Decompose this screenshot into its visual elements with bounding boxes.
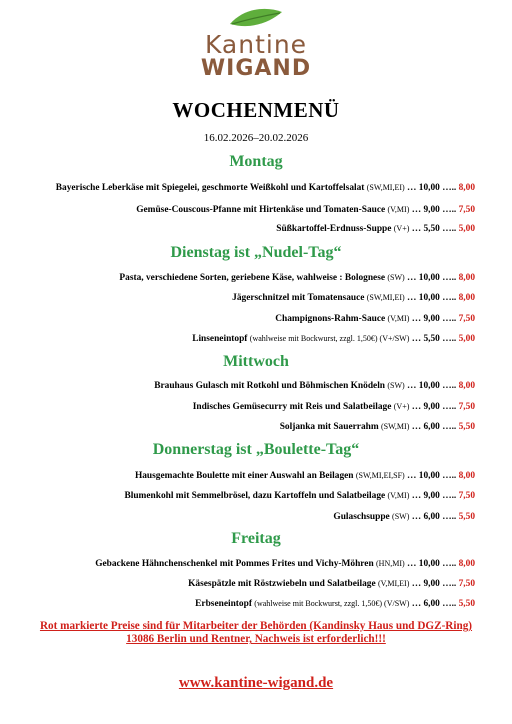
- price: 5,50: [423, 334, 440, 344]
- menu-item: Süßkartoffel-Erdnuss-Suppe (V+) … 5,50 ….. 5,00: [276, 224, 475, 234]
- member-price: 8,00: [458, 273, 475, 283]
- price: 5,50: [423, 224, 440, 234]
- allergen-tags: (HN,MI): [376, 559, 405, 568]
- day-heading-mittwoch: Mittwoch: [223, 353, 289, 370]
- allergen-tags: (V+/SW): [379, 334, 410, 343]
- allergen-tags: (V,MI): [387, 491, 410, 500]
- allergen-tags: (V,MI,EI): [377, 579, 410, 588]
- member-price: 5,50: [458, 422, 475, 432]
- menu-item: Gemüse-Couscous-Pfanne mit Hirtenkäse und Tomaten-Sauce (V,MI) … 9,00 ….. 7,50: [136, 205, 475, 215]
- price: 10,00: [418, 183, 440, 193]
- dish-name: Erbseneintopf: [195, 599, 252, 609]
- price: 9,00: [423, 205, 440, 215]
- allergen-tags: (V,MI): [387, 205, 410, 214]
- day-heading-dienstag: Dienstag ist „Nudel-Tag“: [170, 244, 342, 261]
- logo-wordmark-wigand: WIGAND: [200, 56, 312, 81]
- day-heading-montag: Montag: [229, 153, 283, 170]
- menu-item: Soljanka mit Sauerrahm (SW,MI) … 6,00 ….. 5,50: [279, 422, 475, 432]
- price: 10,00: [418, 273, 440, 283]
- dish-name: Brauhaus Gulasch mit Rotkohl und Böhmischen Knödeln: [154, 381, 386, 391]
- dish-name: Hausgemachte Boulette mit einer Auswahl an Beilagen: [134, 471, 354, 481]
- price: 6,00: [423, 422, 440, 432]
- menu-item: Pasta, verschiedene Sorten, geriebene Käse, wahlweise : Bolognese (SW) … 10,00 ….. 8,00: [119, 273, 475, 283]
- menu-item: Jägerschnitzel mit Tomatensauce (SW,MI,EI) … 10,00 ….. 8,00: [232, 293, 475, 303]
- dish-name: Gebackene Hähnchenschenkel mit Pommes Frites und Vichy-Möhren: [95, 559, 374, 569]
- dish-name: Jägerschnitzel mit Tomatensauce: [232, 293, 365, 303]
- price: 9,00: [423, 402, 440, 412]
- day-heading-freitag: Freitag: [231, 530, 281, 547]
- price: 9,00: [423, 491, 440, 501]
- allergen-tags: (V+): [393, 224, 410, 233]
- menu-item: Indisches Gemüsecurry mit Reis und Salatbeilage (V+) … 9,00 ….. 7,50: [192, 402, 475, 412]
- allergen-tags: (SW,MI,EI): [366, 293, 405, 302]
- price: 10,00: [418, 471, 440, 481]
- member-price-note-line1: Rot markierte Preise sind für Mitarbeiter der Behörden (Kandinsky Haus und DGZ-Ring): [39, 620, 473, 632]
- day-heading-donnerstag: Donnerstag ist „Boulette-Tag“: [152, 441, 360, 458]
- allergen-tags: (V/SW): [384, 599, 410, 608]
- member-price: 7,50: [458, 314, 475, 324]
- menu-item: Gulaschsuppe (SW) … 6,00 ….. 5,50: [333, 512, 475, 522]
- allergen-tags: (SW): [387, 381, 405, 390]
- member-price: 7,50: [458, 491, 475, 501]
- menu-item: Gebackene Hähnchenschenkel mit Pommes Frites und Vichy-Möhren (HN,MI) … 10,00 ….. 8,00: [95, 559, 475, 569]
- member-price: 5,50: [458, 512, 475, 522]
- dish-note: (wahlweise mit Bockwurst, zzgl. 1,50€): [254, 599, 385, 608]
- dish-name: Käsespätzle mit Röstzwiebeln und Salatbeilage: [188, 579, 376, 589]
- allergen-tags: (SW,MI,EI,SF): [355, 471, 405, 480]
- price: 10,00: [418, 559, 440, 569]
- member-price: 8,00: [458, 559, 475, 569]
- member-price-note-line2: 13086 Berlin und Rentner, Nachweis ist erforderlich!!!: [126, 633, 386, 645]
- price: 6,00: [423, 599, 440, 609]
- dish-name: Blumenkohl mit Semmelbrösel, dazu Kartoffeln und Salatbeilage: [124, 491, 386, 501]
- member-price: 8,00: [458, 293, 475, 303]
- allergen-tags: (V+): [393, 402, 410, 411]
- page-title: WOCHENMENÜ: [172, 98, 340, 122]
- allergen-tags: (SW,MI,EI): [366, 183, 405, 192]
- dish-name: Linseneintopf: [192, 334, 248, 344]
- member-price: 8,00: [458, 183, 475, 193]
- dish-name: Soljanka mit Sauerrahm: [279, 422, 379, 432]
- price: 10,00: [418, 293, 440, 303]
- member-price: 7,50: [458, 205, 475, 215]
- dish-note: (wahlweise mit Bockwurst, zzgl. 1,50€): [249, 334, 380, 343]
- logo-wordmark-kantine: Kantine: [204, 30, 308, 59]
- dish-name: Indisches Gemüsecurry mit Reis und Salatbeilage: [192, 402, 392, 412]
- menu-item: Bayerische Leberkäse mit Spiegelei, geschmorte Weißkohl und Kartoffelsalat (SW,MI,EI) … 10,00 ….. 8,00: [55, 183, 475, 193]
- menu-item: Linseneintopf (wahlweise mit Bockwurst, zzgl. 1,50€) (V+/SW) … 5,50 ….. 5,00: [192, 334, 475, 344]
- price: 9,00: [423, 579, 440, 589]
- dish-name: Gulaschsuppe: [333, 512, 390, 522]
- allergen-tags: (SW,MI): [381, 422, 410, 431]
- member-price: 8,00: [458, 471, 475, 481]
- kantine-wigand-logo: [0, 8, 512, 80]
- date-range: 16.02.2026–20.02.2026: [203, 132, 309, 144]
- dish-name: Bayerische Leberkäse mit Spiegelei, geschmorte Weißkohl und Kartoffelsalat: [55, 183, 365, 193]
- website-link[interactable]: www.kantine-wigand.de: [178, 675, 334, 691]
- member-price: 5,00: [458, 334, 475, 344]
- member-price: 7,50: [458, 402, 475, 412]
- dish-name: Pasta, verschiedene Sorten, geriebene Käse, wahlweise : Bolognese: [119, 273, 386, 283]
- price: 6,00: [423, 512, 440, 522]
- menu-item: Käsespätzle mit Röstzwiebeln und Salatbeilage (V,MI,EI) … 9,00 ….. 7,50: [188, 579, 475, 589]
- menu-item: Erbseneintopf (wahlweise mit Bockwurst, zzgl. 1,50€) (V/SW) … 6,00 ….. 5,50: [195, 599, 475, 609]
- member-price: 5,00: [458, 224, 475, 234]
- price: 9,00: [423, 314, 440, 324]
- allergen-tags: (V,MI): [387, 314, 410, 323]
- menu-item: Blumenkohl mit Semmelbrösel, dazu Kartoffeln und Salatbeilage (V,MI) … 9,00 ….. 7,50: [124, 491, 475, 501]
- allergen-tags: (SW): [387, 273, 405, 282]
- dish-name: Gemüse-Couscous-Pfanne mit Hirtenkäse und Tomaten-Sauce: [136, 205, 386, 215]
- member-price: 7,50: [458, 579, 475, 589]
- menu-item: Champignons-Rahm-Sauce (V,MI) … 9,00 ….. 7,50: [275, 314, 475, 324]
- leaf-icon: [226, 8, 286, 30]
- price: 10,00: [418, 381, 440, 391]
- member-price: 8,00: [458, 381, 475, 391]
- dish-name: Champignons-Rahm-Sauce: [275, 314, 386, 324]
- dish-name: Süßkartoffel-Erdnuss-Suppe: [276, 224, 392, 234]
- menu-item: Brauhaus Gulasch mit Rotkohl und Böhmischen Knödeln (SW) … 10,00 ….. 8,00: [154, 381, 475, 391]
- menu-item: Hausgemachte Boulette mit einer Auswahl an Beilagen (SW,MI,EI,SF) … 10,00 ….. 8,00: [134, 471, 475, 481]
- allergen-tags: (SW): [392, 512, 410, 521]
- member-price: 5,50: [458, 599, 475, 609]
